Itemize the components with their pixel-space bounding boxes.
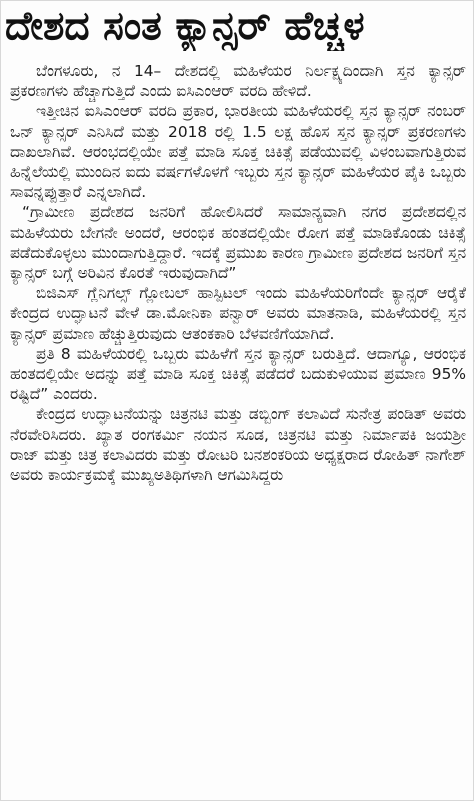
paragraph-3-quote: “ಗ್ರಾಮೀಣ ಪ್ರದೇಶದ ಜನರಿಗೆ ಹೋಲಿಸಿದರೆ ಸಾಮಾನ್ಯವಾಗಿ ನಗರ ಪ್ರದೇಶದಲ್ಲಿನ ಮಹಿಳೆಯರು ಬೇಗನೇ ಅಂದರೆ, ಆರಂಭಿಕ ಹಂತದಲ್ಲಿಯೇ ರೋಗ ಪತ್ತೆ ಮಾಡಿಕೊಂಡು ಚಿಕಿತ್ಸೆ ಪಡೆದುಕೊಳ್ಳಲು ಮುಂದಾಗುತ್ತಿದ್ದಾರೆ. ಇದಕ್ಕೆ ಪ್ರಮುಖ ಕಾರಣ ಗ್ರಾಮೀಣ ಪ್ರದೇಶದ ಜನರಿಗೆ ಸ್ತನ ಕ್ಯಾನ್ಸರ್ ಬಗ್ಗೆ ಅರಿವಿನ ಕೊರತೆ ಇರುವುದಾಗಿದೆ” — [10, 203, 466, 283]
paragraph-2: ಇತ್ತೀಚಿನ ಐಸಿಎಂಆರ್ ವರದಿ ಪ್ರಕಾರ, ಭಾರತೀಯ ಮಹಿಳೆಯರಲ್ಲಿ ಸ್ತನ ಕ್ಯಾನ್ಸರ್ ನಂಬರ್ ಒನ್ ಕ್ಯಾನ್ಸರ್ ಎನಿಸಿದೆ ಮತ್ತು 2018 ರಲ್ಲಿ 1.5 ಲಕ್ಷ ಹೊಸ ಸ್ತನ ಕ್ಯಾನ್ಸರ್ ಪ್ರಕರಣಗಳು ದಾಖಲಾಗಿವೆ. ಆರಂಭದಲ್ಲಿಯೇ ಪತ್ತೆ ಮಾಡಿ ಸೂಕ್ತ ಚಿಕಿತ್ಸೆ ಪಡೆಯುವಲ್ಲಿ ವಿಳಂಬವಾಗುತ್ತಿರುವ ಹಿನ್ನೆಲೆಯಲ್ಲಿ ಮುಂದಿನ ಐದು ವರ್ಷಗಳೊಳಗೆ ಇಬ್ಬರು ಸ್ತನ ಕ್ಯಾನ್ಸರ್ ಮಹಿಳೆಯರ ಪೈಕಿ ಒಬ್ಬರು ಸಾವನ್ನಪ್ಪುತ್ತಾರೆ ಎನ್ನಲಾಗಿದೆ. — [10, 102, 466, 202]
paragraph-5: ಪ್ರತಿ 8 ಮಹಿಳೆಯರಲ್ಲಿ ಒಬ್ಬರು ಮಹಿಳೆಗೆ ಸ್ತನ ಕ್ಯಾನ್ಸರ್ ಬರುತ್ತಿದೆ. ಆದಾಗ್ಯೂ, ಆರಂಭಿಕ ಹಂತದಲ್ಲಿಯೇ ಅದನ್ನು ಪತ್ತೆ ಮಾಡಿ ಸೂಕ್ತ ಚಿಕಿತ್ಸೆ ಪಡೆದರೆ ಬದುಕುಳಿಯುವ ಪ್ರಮಾಣ 95% ರಷ್ಟಿದೆ” ಎಂದರು. — [10, 344, 466, 404]
paragraph-4: ಬಿಜಿಎಸ್ ಗ್ಲೆನಿಗಲ್ಸ್ ಗ್ಲೋಬಲ್ ಹಾಸ್ಪಿಟಲ್ ಇಂದು ಮಹಿಳೆಯರಿಗೆಂದೇ ಕ್ಯಾನ್ಸರ್ ಆರೈಕೆ ಕೇಂದ್ರದ ಉದ್ಘಾಟನೆ ವೇಳೆ ಡಾ.ಮೋನಿಕಾ ಪನ್ವಾರ್ ಅವರು ಮಾತನಾಡಿ, ಮಹಿಳೆಯರಲ್ಲಿ ಸ್ತನ ಕ್ಯಾನ್ಸರ್ ಪ್ರಮಾಣ ಹೆಚ್ಚುತ್ತಿರುವುದು ಆತಂಕಕಾರಿ ಬೆಳವಣಿಗೆಯಾಗಿದೆ. — [10, 284, 466, 343]
paragraph-6: ಕೇಂದ್ರದ ಉದ್ಘಾಟನೆಯನ್ನು ಚಿತ್ರನಟಿ ಮತ್ತು ಡಬ್ಬಿಂಗ್ ಕಲಾವಿದೆ ಸುನೇತ್ರ ಪಂಡಿತ್ ಅವರು ನೆರವೇರಿಸಿದರು. ಖ್ಯಾತ ರಂಗಕರ್ಮಿ ನಯನ ಸೂಡ, ಚಿತ್ರನಟಿ ಮತ್ತು ನಿರ್ಮಾಪಕಿ ಜಯಶ್ರೀ ರಾಜ್ ಮತ್ತು ಚಿತ್ರ ಕಲಾವಿದರು ಮತ್ತು ರೋಟರಿ ಬನಶಂಕರಿಯ ಅಧ್ಯಕ್ಷರಾದ ರೋಹಿತ್ ನಾಗೇಶ್ ಅವರು ಕಾರ್ಯಕ್ರಮಕ್ಕೆ ಮುಖ್ಯಅತಿಥಿಗಳಾಗಿ ಆಗಮಿಸಿದ್ದರು — [10, 405, 466, 485]
paragraph-1: ಬೆಂಗಳೂರು, ನ 14– ದೇಶದಲ್ಲಿ ಮಹಿಳೆಯರ ನಿರ್ಲಕ್ಷ್ಯದಿಂದಾಗಿ ಸ್ತನ ಕ್ಯಾನ್ಸರ್ ಪ್ರಕರಣಗಳು ಹೆಚ್ಚಾಗುತ್ತಿದೆ ಎಂದು ಐಸಿಎಂಆರ್ ವರದಿ ಹೇಳಿದೆ. — [10, 62, 466, 101]
headline: ದೇಶದ ಸಂತ ಕ್ಯಾನ್ಸರ್ ಹೆಚ್ಚಳ — [5, 4, 365, 49]
article-body — [10, 61, 466, 796]
